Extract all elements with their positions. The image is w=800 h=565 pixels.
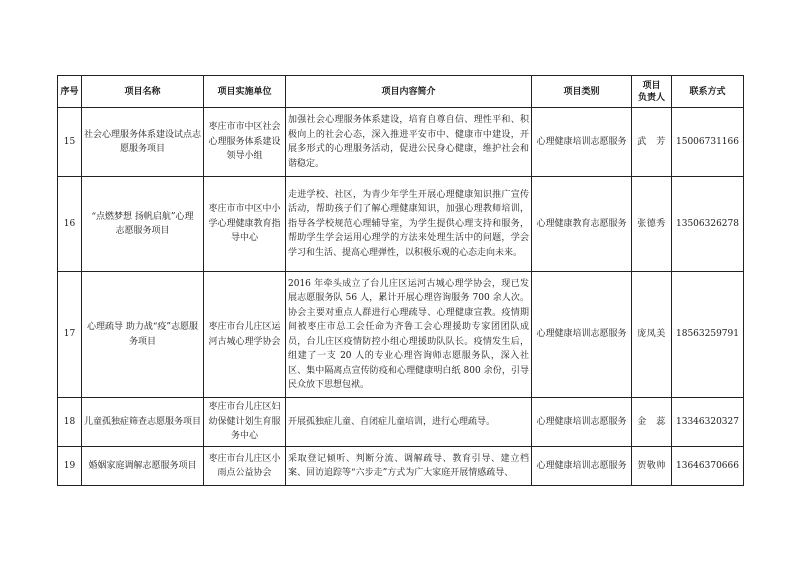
cell-num: 16 xyxy=(58,177,82,272)
table-header-row xyxy=(58,76,744,108)
cell-project-name: “点燃梦想 扬帆启航”心理 志愿服务项目 xyxy=(82,177,204,272)
header-project-name: 项目名称 xyxy=(82,76,204,108)
cell-content-summary: 加强社会心理服务体系建设，培育自尊自信、理性平和、积极向上的社会心态，深入推进平安市中、健康市中建设，开展多形式的心理服务活动，促进公民身心健康，维护社会和谐稳定。 xyxy=(286,108,532,177)
cell-content-summary: 走进学校、社区，为青少年学生开展心理健康知识推广宣传活动，帮助孩子们了解心理健康知识，加强心理教师培训，指导各学校规范心理辅导室，为学生提供心理支持和服务，帮助学生学会运用心理学的方法来处理生活中的问题，学会学习和生活、提高心理弹性，以积极乐观的心态走向未来。 xyxy=(286,177,532,272)
cell-project-type: 心理健康教育志愿服务 xyxy=(532,177,632,272)
cell-person-in-charge: 贺敬帅 xyxy=(632,447,672,486)
cell-person-in-charge: 庞凤美 xyxy=(632,272,672,398)
volunteer-projects-table xyxy=(57,75,744,486)
cell-project-name: 心理疏导 助力战“疫”志愿服务项目 xyxy=(82,272,204,398)
cell-contact: 18563259791 xyxy=(672,272,744,398)
cell-implementing-unit: 枣庄市台儿庄区小雨点公益协会 xyxy=(204,447,286,486)
cell-contact: 13506326278 xyxy=(672,177,744,272)
cell-project-type: 心理健康培训志愿服务 xyxy=(532,272,632,398)
cell-person-in-charge: 金 蕊 xyxy=(632,398,672,447)
cell-num: 18 xyxy=(58,398,82,447)
cell-num: 17 xyxy=(58,272,82,398)
cell-num: 19 xyxy=(58,447,82,486)
cell-implementing-unit: 枣庄市台儿庄区运河古城心理学协会 xyxy=(204,272,286,398)
table-row xyxy=(58,108,744,177)
cell-implementing-unit: 枣庄市市中区社会心理服务体系建设领导小组 xyxy=(204,108,286,177)
header-contact: 联系方式 xyxy=(672,76,744,108)
cell-person-in-charge: 武 芳 xyxy=(632,108,672,177)
cell-content-summary: 2016 年牵头成立了台儿庄区运河古城心理学协会，现已发展志愿服务队 56 人，累计开展心理咨询服务 700 余人次。协会主要对重点人群进行心理疏导、心理健康宣教。疫情期间被枣庄市总工会任命为齐鲁工会心理援助专家团团队成员，台儿庄区疫情防控小组心理援助队队长。疫情发生后，组建了一支 20 人的专业心理咨询师志愿服务队，深入社区、集中隔离点宣传防疫和心理健康明白纸 800 余份，引导民众放下思想包袱。 xyxy=(286,272,532,398)
table-row xyxy=(58,177,744,272)
cell-content-summary: 开展孤独症儿童、自闭症儿童培训，进行心理疏导。 xyxy=(286,398,532,447)
cell-implementing-unit: 枣庄市市中区中小学心理健康教育指导中心 xyxy=(204,177,286,272)
header-person-in-charge: 项目 负责人 xyxy=(632,76,672,108)
header-implementing-unit: 项目实施单位 xyxy=(204,76,286,108)
cell-project-name: 婚姻家庭调解志愿服务项目 xyxy=(82,447,204,486)
cell-project-type: 心理健康培训志愿服务 xyxy=(532,398,632,447)
cell-project-type: 心理健康培训志愿服务 xyxy=(532,108,632,177)
cell-num: 15 xyxy=(58,108,82,177)
cell-person-in-charge: 张德秀 xyxy=(632,177,672,272)
table-row xyxy=(58,398,744,447)
cell-contact: 13646370666 xyxy=(672,447,744,486)
cell-content-summary: 采取登记倾听、判断分流、调解疏导、教育引导、建立档案、回访追踪等“六步走”方式为广大家庭开展情感疏导、 xyxy=(286,447,532,486)
cell-contact: 15006731166 xyxy=(672,108,744,177)
cell-project-type: 心理健康培训志愿服务 xyxy=(532,447,632,486)
table-row xyxy=(58,272,744,398)
header-content-summary: 项目内容简介 xyxy=(286,76,532,108)
cell-project-name: 儿童孤独症筛查志愿服务项目 xyxy=(82,398,204,447)
cell-implementing-unit: 枣庄市台儿庄区妇幼保健计划生育服务中心 xyxy=(204,398,286,447)
cell-project-name: 社会心理服务体系建设试点志愿服务项目 xyxy=(82,108,204,177)
table-row xyxy=(58,447,744,486)
header-num: 序号 xyxy=(58,76,82,108)
header-project-type: 项目类别 xyxy=(532,76,632,108)
cell-contact: 13346320327 xyxy=(672,398,744,447)
